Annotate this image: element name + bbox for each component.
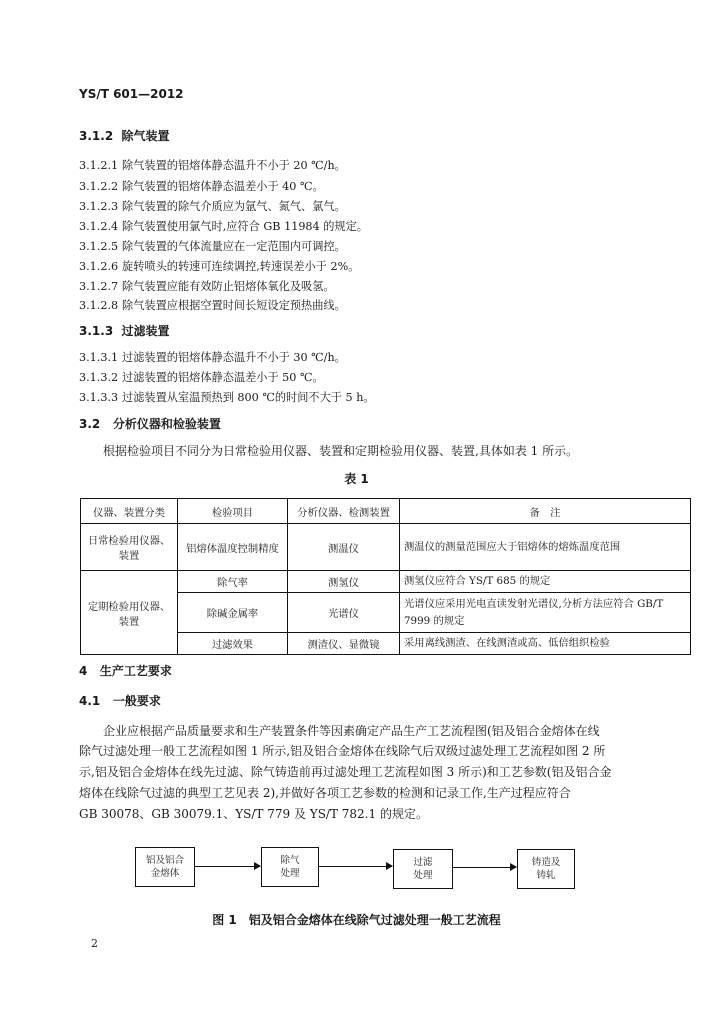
clause-3-1-3-2 bbox=[79, 369, 324, 385]
section-title: 分析仪器和检验装置 bbox=[112, 417, 221, 431]
flow-box-filtration bbox=[393, 849, 453, 889]
clause-text: 除气装置使用氯气时,应符合 GB 11984 的规定。 bbox=[122, 220, 368, 233]
paragraph-line: 示,铝及铝合金熔体在线先过滤、除气铸造前再过滤处理工艺流程如图 3 所示)和工艺参数(铝及铝合金 bbox=[79, 765, 612, 779]
remark-cell: 测氢仪应符合 YS/T 685 的规定 bbox=[400, 571, 691, 593]
clause-number: 3.1.3.2 bbox=[79, 371, 119, 384]
section-number: 3.2 bbox=[79, 417, 101, 431]
category-cell: 日常检验用仪器、装置 bbox=[81, 524, 178, 571]
clause-number: 3.1.2.4 bbox=[79, 220, 119, 233]
remark-cell: 测温仪的测量范围应大于铝熔体的熔炼温度范围 bbox=[400, 524, 691, 571]
section-4-1-heading bbox=[79, 692, 161, 709]
item-cell: 除碱金属率 bbox=[178, 593, 288, 633]
flow-box-casting bbox=[517, 849, 575, 889]
header-remark: 备 注 bbox=[400, 499, 691, 524]
clause-3-1-2-7 bbox=[79, 278, 335, 294]
section-title: 一般要求 bbox=[112, 694, 161, 708]
category-cell: 定期检验用仪器、装置 bbox=[81, 571, 178, 655]
clause-number: 3.1.2.3 bbox=[79, 200, 119, 213]
section-title: 生产工艺要求 bbox=[99, 664, 172, 678]
clause-3-1-2-2 bbox=[79, 178, 324, 194]
clause-text: 过滤装置从室温预热到 800 ℃的时间不大于 5 h。 bbox=[122, 391, 375, 404]
clause-3-1-2-4 bbox=[79, 218, 368, 234]
table-header-row bbox=[81, 499, 691, 524]
flow-arrow bbox=[452, 867, 516, 868]
section-4-heading bbox=[79, 662, 172, 679]
table-caption: 表 1 bbox=[344, 472, 369, 486]
item-cell: 除气率 bbox=[178, 571, 288, 593]
flow-box-label: 铝及铝合金熔体 bbox=[145, 855, 184, 879]
section-3-2-intro: 根据检验项目不同分为日常检验用仪器、装置和定期检验用仪器、装置,具体如表 1 所示。 bbox=[103, 444, 579, 458]
device-cell: 测氢仪 bbox=[288, 571, 400, 593]
device-cell: 测温仪 bbox=[288, 524, 400, 571]
item-cell: 过滤效果 bbox=[178, 633, 288, 655]
flow-box-molten-alloy bbox=[135, 847, 195, 887]
standard-code: YS/T 601—2012 bbox=[79, 87, 184, 101]
clause-number: 3.1.3.1 bbox=[79, 351, 119, 364]
table-row bbox=[81, 571, 691, 593]
flow-box-label: 过滤处理 bbox=[413, 857, 433, 881]
clause-3-1-2-1 bbox=[79, 157, 346, 173]
paragraph-line: 熔体在线除气过滤的典型工艺见表 2),并做好各项工艺参数的检测和记录工作,生产过程应符合 bbox=[79, 786, 571, 800]
clause-number: 3.1.2.7 bbox=[79, 280, 119, 293]
clause-3-1-2-6 bbox=[79, 258, 359, 274]
section-number: 4 bbox=[79, 664, 88, 678]
clause-number: 3.1.2.8 bbox=[79, 299, 119, 312]
section-3-1-3-heading bbox=[79, 322, 170, 339]
header-device: 分析仪器、检测装置 bbox=[288, 499, 400, 524]
analysis-instruments-table bbox=[80, 498, 691, 655]
item-cell: 铝熔体温度控制精度 bbox=[178, 524, 288, 571]
section-number: 3.1.2 bbox=[79, 129, 114, 143]
flow-arrow bbox=[318, 866, 392, 867]
device-cell: 测渣仪、显微镜 bbox=[288, 633, 400, 655]
flow-arrow bbox=[194, 866, 260, 867]
flow-box-label: 除气处理 bbox=[280, 855, 300, 879]
clause-number: 3.1.2.6 bbox=[79, 260, 119, 273]
table-row bbox=[81, 524, 691, 571]
header-category: 仪器、装置分类 bbox=[81, 499, 178, 524]
section-title: 除气装置 bbox=[121, 129, 170, 143]
device-cell: 光谱仪 bbox=[288, 593, 400, 633]
clause-3-1-3-3 bbox=[79, 389, 375, 405]
remark-cell: 采用离线测渣、在线测渣或高、低倍组织检验 bbox=[400, 633, 691, 655]
clause-number: 3.1.2.2 bbox=[79, 180, 119, 193]
clause-text: 除气装置的气体流量应在一定范围内可调控。 bbox=[122, 240, 346, 253]
clause-text: 除气装置应能有效防止铝熔体氧化及吸氢。 bbox=[122, 280, 335, 293]
clause-3-1-2-8 bbox=[79, 297, 346, 313]
clause-text: 过滤装置的铝熔体静态温差小于 50 ℃。 bbox=[122, 371, 324, 384]
section-number: 3.1.3 bbox=[79, 324, 114, 338]
header-item: 检验项目 bbox=[178, 499, 288, 524]
clause-text: 除气装置的铝熔体静态温差小于 40 ℃。 bbox=[122, 180, 324, 193]
clause-number: 3.1.3.3 bbox=[79, 391, 119, 404]
clause-text: 过滤装置的铝熔体静态温升不小于 30 ℃/h。 bbox=[122, 351, 346, 364]
clause-text: 除气装置的铝熔体静态温升不小于 20 ℃/h。 bbox=[122, 159, 346, 172]
page-number: 2 bbox=[91, 937, 98, 950]
section-3-2-heading bbox=[79, 415, 221, 432]
paragraph-line: 除气过滤处理一般工艺流程如图 1 所示,铝及铝合金熔体在线除气后双级过滤处理工艺流程如图 2 所 bbox=[79, 744, 606, 758]
clause-3-1-3-1 bbox=[79, 349, 346, 365]
clause-number: 3.1.2.1 bbox=[79, 159, 119, 172]
paragraph-line: GB 30078、GB 30079.1、YS/T 779 及 YS/T 782.1 的规定。 bbox=[79, 807, 428, 821]
flow-box-degassing bbox=[261, 847, 319, 887]
remark-cell: 光谱仪应采用光电直读发射光谱仪,分析方法应符合 GB/T 7999 的规定 bbox=[400, 593, 691, 633]
clause-3-1-2-3 bbox=[79, 198, 346, 214]
clause-text: 除气装置应根据空置时间长短设定预热曲线。 bbox=[122, 299, 346, 312]
clause-text: 除气装置的除气介质应为氩气、氮气、氯气。 bbox=[122, 200, 346, 213]
clause-number: 3.1.2.5 bbox=[79, 240, 119, 253]
section-title: 过滤装置 bbox=[121, 324, 170, 338]
paragraph-line: 企业应根据产品质量要求和生产装置条件等因素确定产品生产工艺流程图(铝及铝合金熔体在线 bbox=[103, 724, 600, 738]
flow-box-label: 铸造及铸轧 bbox=[531, 857, 561, 881]
clause-text: 旋转喷头的转速可连续调控,转速误差小于 2%。 bbox=[122, 260, 360, 273]
figure-caption: 图 1 铝及铝合金熔体在线除气过滤处理一般工艺流程 bbox=[212, 913, 501, 927]
section-number: 4.1 bbox=[79, 694, 101, 708]
clause-3-1-2-5 bbox=[79, 238, 346, 254]
section-3-1-2-heading bbox=[79, 127, 170, 144]
